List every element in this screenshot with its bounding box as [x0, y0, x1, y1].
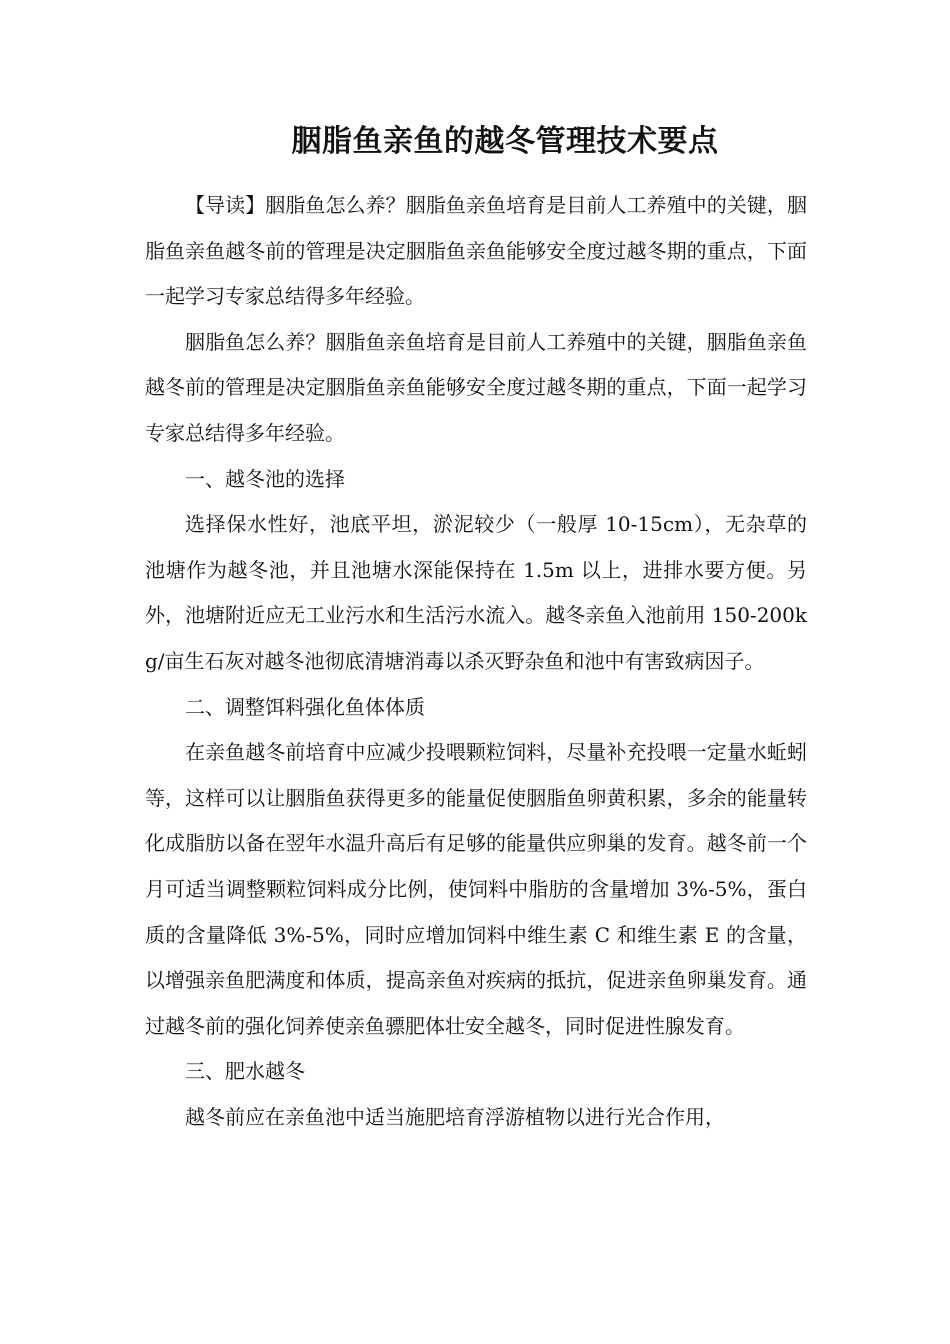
fertilized-water-paragraph: 越冬前应在亲鱼池中适当施肥培育浮游植物以进行光合作用，: [185, 1104, 725, 1129]
intro-paragraph: 【导读】胭脂鱼怎么养？胭脂鱼亲鱼培育是目前人工养殖中的关键，胭脂鱼亲鱼越冬前的管理是决定胭脂鱼亲鱼能够安全度过越冬期的重点，下面一起学习专家总结得多年经验。: [145, 193, 807, 309]
section-heading-pond-selection: 一、越冬池的选择: [185, 466, 345, 491]
summary-paragraph: 胭脂鱼怎么养？胭脂鱼亲鱼培育是目前人工养殖中的关键，胭脂鱼亲鱼越冬前的管理是决定胭脂鱼亲鱼能够安全度过越冬期的重点，下面一起学习专家总结得多年经验。: [145, 329, 807, 445]
page-title: 胭脂鱼亲鱼的越冬管理技术要点: [291, 124, 719, 159]
pond-selection-paragraph: 选择保水性好，池底平坦，淤泥较少（一般厚 10-15cm），无杂草的池塘作为越冬池，并且池塘水深能保持在 1.5m 以上，进排水要方便。另外，池塘附近应无工业污水和生活污水流入。越冬亲鱼入池前用 150-200kg/亩生石灰对越冬池彻底清塘消毒以杀灭野杂鱼和池中有害致病因子。: [145, 512, 807, 673]
document-body: [145, 183, 807, 1140]
feed-adjustment-paragraph: 在亲鱼越冬前培育中应减少投喂颗粒饲料，尽量补充投喂一定量水蚯蚓等，这样可以让胭脂鱼获得更多的能量促使胭脂鱼卵黄积累，多余的能量转化成脂肪以备在翌年水温升高后有足够的能量供应卵巢的发育。越冬前一个月可适当调整颗粒饲料成分比例，使饲料中脂肪的含量增加 3%-5%，蛋白质的含量降低 3%-5%，同时应增加饲料中维生素 C 和维生素 E 的含量，以增强亲鱼肥满度和体质，提高亲鱼对疾病的抵抗，促进亲鱼卵巢发育。通过越冬前的强化饲养使亲鱼骠肥体壮安全越冬，同时促进性腺发育。: [145, 740, 807, 1038]
section-heading-fertilized-water: 三、肥水越冬: [185, 1059, 305, 1084]
section-heading-feed-adjustment: 二、调整饵料强化鱼体体质: [185, 694, 425, 719]
